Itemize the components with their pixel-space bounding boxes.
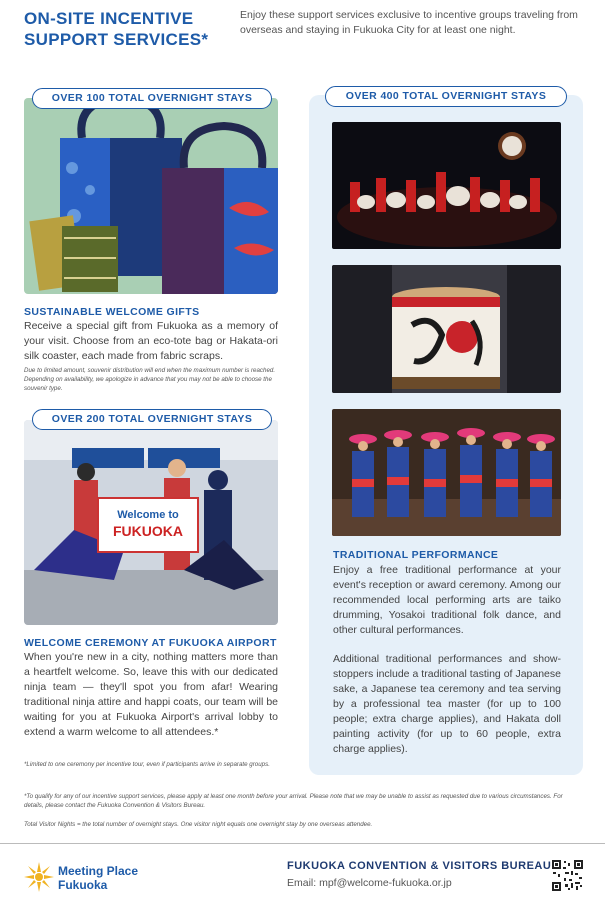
logo-line1: Meeting Place [58, 864, 139, 878]
contact-email[interactable]: Email: mpf@welcome-fukuoka.or.jp [287, 877, 452, 889]
qr-code-icon [551, 859, 584, 892]
airport-ceremony-photo [24, 420, 278, 625]
welcome-gifts-body: Receive a special gift from Fukuoka as a memory of your visit. Choose from an eco-tote bag or Hakata-ori silk coaster, each made from fabric scraps. [24, 320, 278, 362]
airport-ceremony-note: *Limited to one ceremony per incentive tour, even if participants arrive in separate groups. [24, 761, 270, 768]
welcome-gifts-note: Due to limited amount, souvenir distribution will end when the maximum number is reached. Depending on availability, we apologize in advance that you may not be able to choose the souvenir type. [24, 367, 276, 392]
welcome-gifts-heading: SUSTAINABLE WELCOME GIFTS [24, 306, 200, 318]
tier-400-pill: OVER 400 TOTAL OVERNIGHT STAYS [325, 86, 567, 107]
qualify-footnote: *To qualify for any of our incentive support services, please apply at least one month before your arrival. Please note that we may be unable to assist as requested due to various circumstances. For details, please contact the Fukuoka Convention & Visitors Bureau. [24, 793, 563, 809]
performance-body-1: Enjoy a free traditional performance at your event's reception or award ceremony. Among our recommended local performing arts are taiko drumming, Yosakoi traditional folk dance, and other cultural performances. [333, 564, 561, 636]
visitor-nights-footnote: Total Visitor Nights = the total number of overnight stays. One visitor night equals one overnight stay by one overseas attendee. [24, 821, 373, 828]
welcome-gifts-photo [24, 98, 278, 294]
performance-body-2: Additional traditional performances and show-stoppers include a traditional tasting of Japanese sake, a Japanese tea ceremony and tea serving by a professional tea master (for up to 100 people; extra charge applies), and Hakata doll painting activity (for up to 60 people, extra charge applies). [333, 653, 561, 755]
airport-ceremony-heading: WELCOME CEREMONY AT FUKUOKA AIRPORT [24, 637, 277, 649]
footer-divider [0, 843, 605, 844]
performance-heading: TRADITIONAL PERFORMANCE [333, 549, 499, 561]
logo-wordmark [58, 864, 138, 892]
page-title: ON-SITE INCENTIVE SUPPORT SERVICES* [24, 9, 209, 49]
banner-line1: Welcome to [117, 509, 179, 521]
tier-200-pill: OVER 200 TOTAL OVERNIGHT STAYS [32, 409, 272, 430]
logo-line2: Fukuoka [58, 878, 108, 892]
taiko-photo [332, 122, 561, 249]
sake-barrel-photo [332, 265, 561, 393]
banner-line2: FUKUOKA [113, 523, 183, 539]
bureau-name: FUKUOKA CONVENTION & VISITORS BUREAU [287, 860, 552, 872]
meeting-place-logo-icon [22, 860, 56, 894]
yosakoi-dance-photo [332, 409, 561, 536]
airport-ceremony-body: When you're new in a city, nothing matters more than a heartfelt welcome. So, leave this with our dedicated ninja team — they'll spot you from afar! Wearing traditional ninja attire and happi coats, our team will be waiting for you at Fukuoka Airport's arrival lobby to extend a warm welcome to all attendees.* [24, 651, 278, 738]
tier-100-pill: OVER 100 TOTAL OVERNIGHT STAYS [32, 88, 272, 109]
intro-text: Enjoy these support services exclusive to incentive groups traveling from overseas and staying in Fukuoka City for at least one night. [240, 9, 578, 36]
